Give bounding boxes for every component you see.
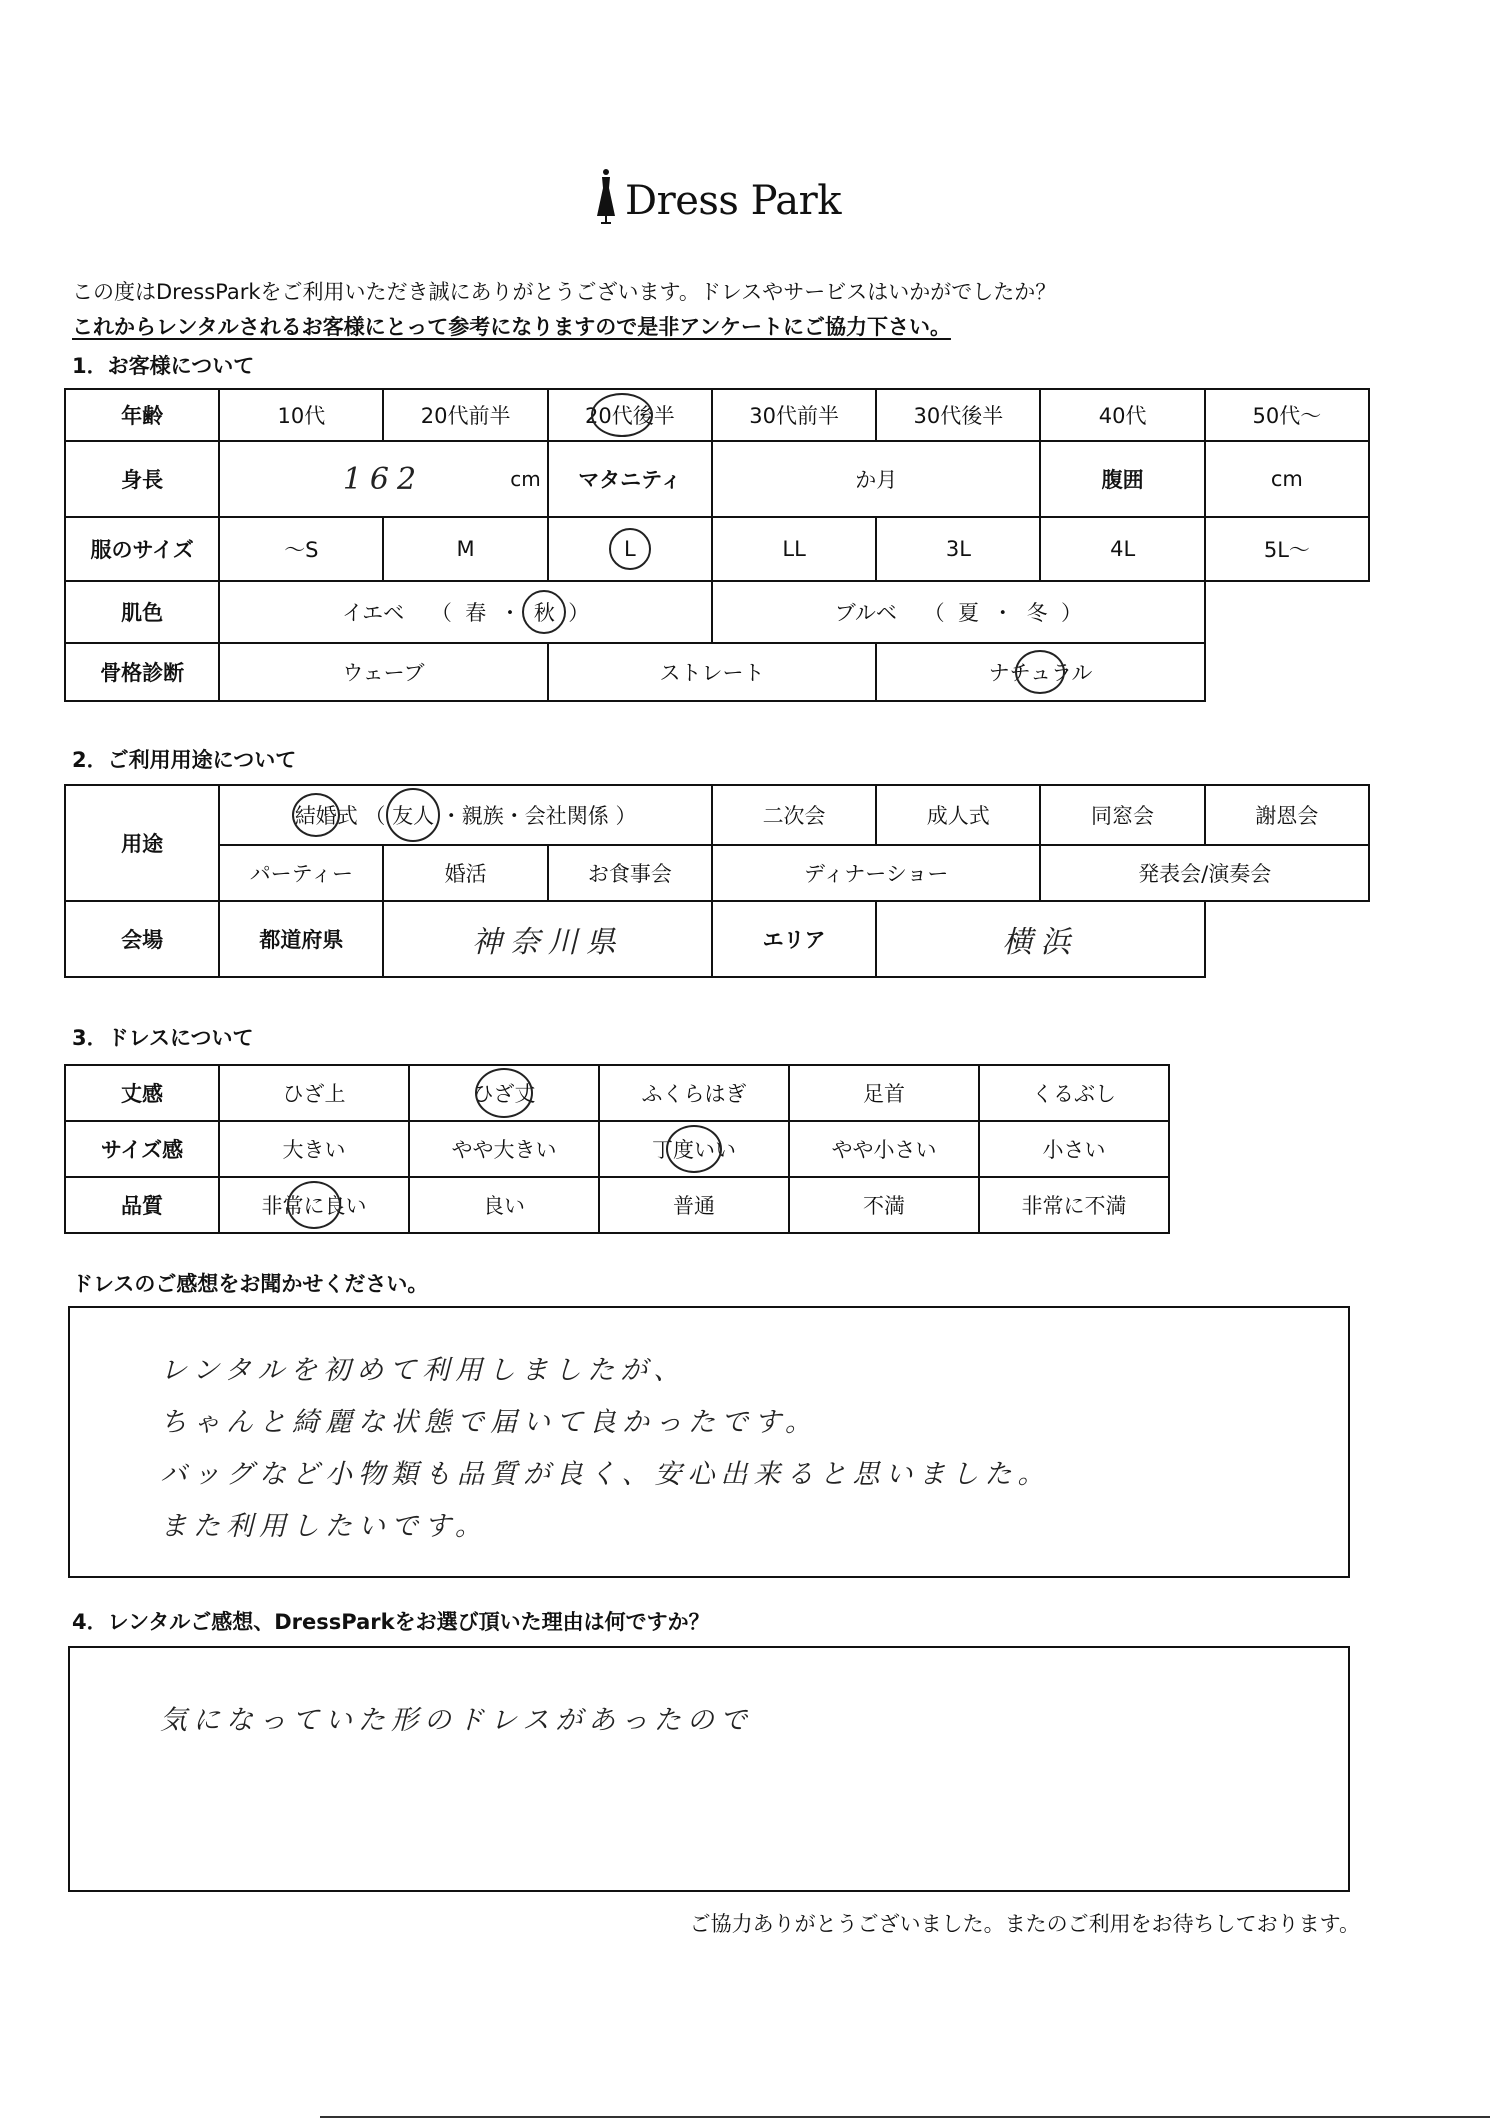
- size-option-label: L: [624, 537, 636, 561]
- summer-option[interactable]: 夏: [957, 601, 979, 625]
- size-option[interactable]: 3L: [876, 517, 1040, 581]
- height-field[interactable]: [219, 441, 548, 517]
- frame-label: 骨格診断: [65, 643, 219, 701]
- empty-cell: [1205, 581, 1369, 643]
- frame-row: [65, 643, 1369, 701]
- length-option[interactable]: 足首: [789, 1065, 979, 1121]
- area-value: 横浜: [1002, 925, 1079, 960]
- length-label: 丈感: [65, 1065, 219, 1121]
- usage-option[interactable]: 謝恩会: [1205, 785, 1369, 845]
- yellow-base-field[interactable]: [219, 581, 712, 643]
- dress-table: [64, 1064, 1170, 1234]
- winter-option[interactable]: 冬: [1026, 601, 1048, 625]
- maternity-field[interactable]: [712, 441, 1041, 517]
- waist-field[interactable]: [1205, 441, 1369, 517]
- age-option[interactable]: 40代: [1040, 389, 1204, 441]
- reason-box[interactable]: [68, 1646, 1350, 1892]
- age-label: 年齢: [65, 389, 219, 441]
- intro-request: これからレンタルされるお客様にとって参考になりますので是非アンケートにご協力下さい。: [72, 315, 951, 339]
- age-row: [65, 389, 1369, 441]
- paren-open: （: [364, 804, 386, 828]
- thanks-footer: ご協力ありがとうございました。またのご利用をお待ちしております。: [689, 1912, 1360, 1936]
- waist-label: 腹囲: [1040, 441, 1204, 517]
- bottom-rule: [320, 2116, 1490, 2118]
- quality-label: 品質: [65, 1177, 219, 1233]
- autumn-option-label: 秋: [533, 601, 555, 625]
- usage-option[interactable]: お食事会: [548, 845, 712, 901]
- section1-title: 1．お客様について: [72, 354, 255, 378]
- frame-option[interactable]: ストレート: [548, 643, 877, 701]
- impressions-box[interactable]: [68, 1306, 1350, 1578]
- usage-option[interactable]: 二次会: [712, 785, 876, 845]
- brand-name: Dress Park: [625, 178, 841, 224]
- paren-open: （: [430, 601, 452, 625]
- quality-option-label: 非常に良い: [261, 1194, 367, 1218]
- frame-option-selected[interactable]: [876, 643, 1205, 701]
- spring-option[interactable]: 春: [465, 601, 487, 625]
- paren-close: ）: [568, 601, 590, 625]
- impressions-line: レンタルを初めて利用しましたが、: [160, 1355, 687, 1386]
- blue-base-label: ブルベ: [834, 601, 897, 625]
- prefecture-value: 神奈川県: [471, 925, 624, 960]
- section4-title: 4．レンタルご感想、DressParkをお選び頂いた理由は何ですか？: [72, 1610, 710, 1634]
- age-option-selected[interactable]: [548, 389, 712, 441]
- size-option[interactable]: LL: [712, 517, 876, 581]
- length-option[interactable]: くるぶし: [979, 1065, 1169, 1121]
- length-option-label: ひざ丈: [472, 1082, 536, 1106]
- usage-option[interactable]: 発表会/演奏会: [1040, 845, 1369, 901]
- size-option[interactable]: 5L～: [1205, 517, 1369, 581]
- blue-base-field[interactable]: [712, 581, 1205, 643]
- fit-option-selected[interactable]: [599, 1121, 789, 1177]
- fit-option[interactable]: やや大きい: [409, 1121, 599, 1177]
- age-option[interactable]: 30代前半: [712, 389, 876, 441]
- size-label: 服のサイズ: [65, 517, 219, 581]
- maternity-unit: か月: [855, 468, 898, 492]
- length-option[interactable]: ひざ上: [219, 1065, 409, 1121]
- impressions-line: バッグなど小物類も品質が良く、安心出来ると思いました。: [160, 1459, 1051, 1490]
- paren-open: （: [923, 601, 945, 625]
- venue-label: 会場: [65, 901, 219, 977]
- skin-row: [65, 581, 1369, 643]
- size-option[interactable]: M: [383, 517, 547, 581]
- size-row: [65, 517, 1369, 581]
- friend-option[interactable]: [392, 800, 434, 830]
- section3-title: 3．ドレスについて: [72, 1026, 254, 1050]
- prefecture-field[interactable]: [383, 901, 711, 977]
- usage-option[interactable]: 同窓会: [1040, 785, 1204, 845]
- height-unit: cm: [510, 467, 541, 491]
- impressions-line: ちゃんと綺麗な状態で届いて良かったです。: [160, 1407, 818, 1438]
- fit-option[interactable]: やや小さい: [789, 1121, 979, 1177]
- height-label: 身長: [65, 441, 219, 517]
- intro-text: この度はDressParkをご利用いただき誠にありがとうございます。ドレスやサービスはいかがでしたか？: [72, 280, 1057, 304]
- friend-option-label: 友人: [392, 804, 435, 828]
- fit-option[interactable]: 小さい: [979, 1121, 1169, 1177]
- fit-row: [65, 1121, 1169, 1177]
- brand-logo: [595, 168, 841, 224]
- length-row: [65, 1065, 1169, 1121]
- frame-option-label: ナチュラル: [988, 661, 1093, 685]
- fit-option[interactable]: 大きい: [219, 1121, 409, 1177]
- usage-row-1: [65, 785, 1369, 845]
- usage-table: [64, 784, 1370, 978]
- purpose-label: 用途: [65, 785, 219, 901]
- usage-option[interactable]: ディナーショー: [712, 845, 1040, 901]
- empty-cell: [1205, 643, 1369, 701]
- usage-option[interactable]: パーティー: [219, 845, 383, 901]
- relatives-option[interactable]: ・親族・会社関係: [440, 804, 609, 828]
- customer-table: [64, 388, 1370, 702]
- paren-close: ）: [1061, 601, 1083, 625]
- autumn-option[interactable]: [534, 597, 555, 627]
- size-option-selected[interactable]: [548, 517, 712, 581]
- length-option[interactable]: ふくらはぎ: [599, 1065, 789, 1121]
- section2-title: 2．ご利用用途について: [72, 748, 297, 772]
- age-option[interactable]: 50代～: [1205, 389, 1369, 441]
- age-option[interactable]: 10代: [219, 389, 383, 441]
- dress-icon: [595, 168, 617, 224]
- reason-line: 気になっていた形のドレスがあったので: [160, 1705, 753, 1736]
- size-option[interactable]: 4L: [1040, 517, 1204, 581]
- maternity-label: マタニティ: [548, 441, 712, 517]
- frame-option[interactable]: ウェーブ: [219, 643, 548, 701]
- height-row: [65, 441, 1369, 517]
- fit-option-label: 丁度いい: [652, 1138, 736, 1162]
- length-option-selected[interactable]: [409, 1065, 599, 1121]
- quality-option[interactable]: 良い: [409, 1177, 599, 1233]
- fit-label: サイズ感: [65, 1121, 219, 1177]
- impressions-line: また利用したいです。: [160, 1511, 488, 1542]
- age-option-label: 20代後半: [584, 404, 675, 428]
- age-option[interactable]: 20代前半: [383, 389, 547, 441]
- quality-option-selected[interactable]: [219, 1177, 409, 1233]
- age-option[interactable]: 30代後半: [876, 389, 1040, 441]
- separator-dot: ・: [499, 601, 521, 625]
- yellow-base-label: イエベ: [341, 601, 405, 625]
- separator-dot: ・: [992, 601, 1014, 625]
- area-field[interactable]: [876, 901, 1204, 977]
- wedding-option[interactable]: [295, 800, 358, 830]
- usage-option[interactable]: 成人式: [876, 785, 1040, 845]
- waist-unit: cm: [1270, 467, 1303, 491]
- quality-option[interactable]: 不満: [789, 1177, 979, 1233]
- usage-option[interactable]: 婚活: [383, 845, 547, 901]
- skin-label: 肌色: [65, 581, 219, 643]
- wedding-option-label: 結婚式: [294, 804, 358, 828]
- area-label: エリア: [712, 901, 876, 977]
- paren-close: ）: [615, 804, 637, 828]
- size-option[interactable]: ～S: [219, 517, 383, 581]
- venue-row: [65, 901, 1369, 977]
- usage-row-2: [65, 845, 1369, 901]
- prefecture-label: 都道府県: [219, 901, 383, 977]
- quality-option[interactable]: 普通: [599, 1177, 789, 1233]
- height-value: 162: [342, 461, 425, 497]
- wedding-field[interactable]: [219, 785, 712, 845]
- impressions-title: ドレスのご感想をお聞かせください。: [72, 1272, 429, 1296]
- quality-row: [65, 1177, 1169, 1233]
- empty-cell: [1205, 901, 1369, 977]
- quality-option[interactable]: 非常に不満: [979, 1177, 1169, 1233]
